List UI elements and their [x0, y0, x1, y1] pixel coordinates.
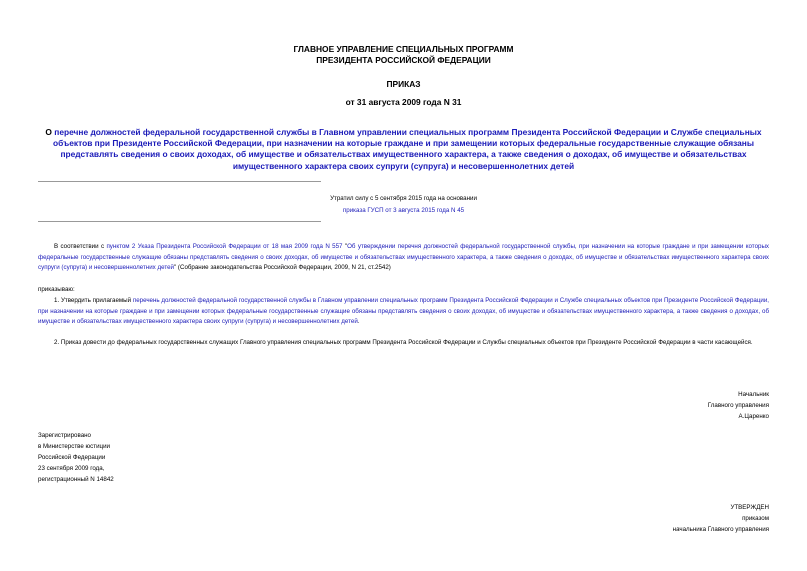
registration-line-4: 23 сентября 2009 года,: [38, 465, 105, 472]
preamble-text-3: " (Собрание законодательства Российской Федерации, 2009, N 21, ст.2542): [174, 264, 391, 271]
signature-department: Главного управления: [707, 402, 769, 409]
registration-line-3: Российской Федерации: [38, 454, 106, 461]
document-type: ПРИКАЗ: [386, 79, 421, 89]
status-note: [300, 193, 507, 217]
approval-block: [569, 502, 769, 535]
document-subject: [38, 127, 769, 172]
preamble-paragraph: [38, 242, 769, 274]
status-note-text: Утратил силу с 5 сентября 2015 года на основании: [330, 195, 477, 202]
preamble-text-1: В соответствии с: [54, 243, 107, 250]
subject-link[interactable]: перечне должностей федеральной государственной службы в Главном управлении специальных программ Президента Российской Федерации и Службе специальных объектов при Президенте Российской Федерации, при назначении на которые граждане и при замещении которых федеральные государственные служащие обязаны представлять сведения о своих доходах, об имуществе и обязательствах имущественного характера, а также сведения о доходах, об имуществе и обязательствах имущественного характера своих супруги (супруга) и несовершеннолетних детей: [52, 127, 762, 171]
signature-block: [569, 389, 769, 422]
decree-title-link[interactable]: Об утверждении перечня должностей федеральной государственной службы, при назначении на которые граждане и при замещении которых федеральные государственные служащие обязаны представлять сведения о своих доходах, об имуществе и обязательствах имущественного характера, а также сведения о доходах, об имуществе и обязательствах имущественного характера своих супруги (супруга) и несовершеннолетних детей: [38, 243, 769, 271]
approved-list-link[interactable]: перечень должностей федеральной государственной службы в Главном управлении специальных программ Президента Российской Федерации и Службе специальных объектов при Президенте Российской Федерации, при назначении на которые граждане и при замещении которых федеральные государственные служащие обязаны представлять сведения о своих доходах, об имуществе и обязательствах имущественного характера, а также сведения о доходах, об имуществе и обязательствах имущественного характера своих супруги (супруга) и несовершеннолетних детей: [38, 297, 770, 325]
org-name-line1: ГЛАВНОЕ УПРАВЛЕНИЕ СПЕЦИАЛЬНЫХ ПРОГРАММ: [293, 44, 514, 54]
decree-557-link[interactable]: пунктом 2 Указа Президента Российской Федерации от 18 мая 2009 года N 557: [106, 243, 343, 250]
status-note-link[interactable]: приказа ГУСП от 3 августа 2015 года N 45: [342, 207, 465, 214]
registration-line-5: регистрационный N 14842: [38, 476, 114, 483]
order-word: приказываю:: [38, 286, 75, 293]
preamble-text-2: ": [342, 243, 348, 250]
approval-by-order: приказом: [742, 515, 769, 522]
subject-prefix: О: [45, 127, 55, 137]
signature-name: А.Царенко: [738, 413, 769, 420]
org-name-line2: ПРЕЗИДЕНТА РОССИЙСКОЙ ФЕДЕРАЦИИ: [316, 55, 491, 65]
approval-by-head: начальника Главного управления: [672, 526, 769, 533]
registration-block: [38, 430, 238, 485]
divider-top: [38, 181, 321, 182]
item-1-text-1: 1. Утвердить прилагаемый: [54, 297, 133, 304]
divider-bottom: [38, 221, 321, 222]
registration-line-2: в Министерстве юстиции: [38, 443, 111, 450]
item-1-text-2: .: [357, 318, 360, 325]
signature-title: Начальник: [738, 391, 769, 398]
document-date: от 31 августа 2009 года N 31: [345, 97, 462, 107]
registration-line-1: Зарегистрировано: [38, 432, 91, 439]
item-2-paragraph: 2. Приказ довести до федеральных государственных служащих Главного управления специальных программ Президента Российской Федерации и Службы специальных объектов при Президенте Российской Федерации в части касающейся.: [54, 339, 753, 346]
item-1-paragraph: [38, 296, 769, 328]
approval-title: УТВЕРЖДЕН: [730, 504, 769, 511]
